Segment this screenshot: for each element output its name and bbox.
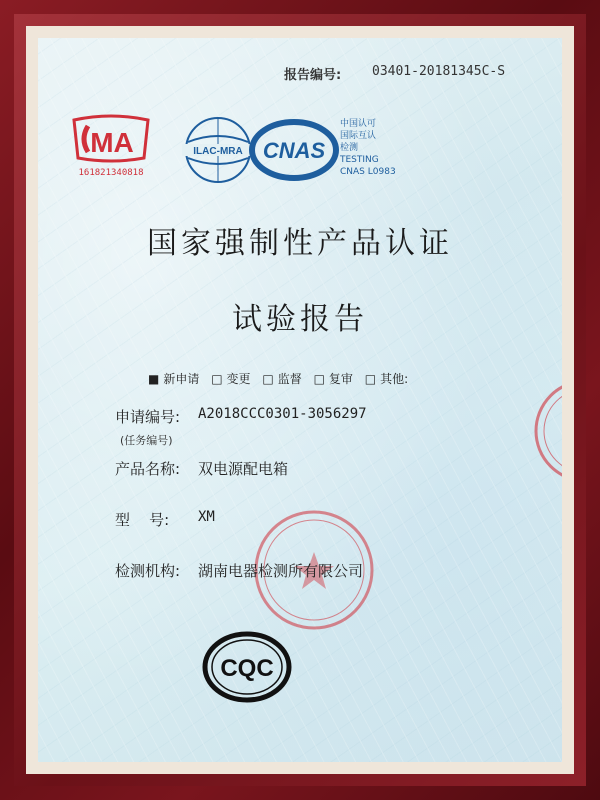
option-review: □ 复审 [313, 372, 353, 386]
model-label: 型 号: [115, 511, 170, 529]
model-value: XM [198, 509, 215, 525]
report-number-label: 报告编号: [284, 68, 342, 83]
cma-letters: MA [90, 127, 134, 158]
cnas-logo [248, 118, 340, 186]
checkbox-empty-icon: □ [262, 372, 274, 386]
option-supervision: □ 监督 [262, 372, 302, 386]
cqc-letters: CQC [220, 655, 274, 682]
testing-lab-value: 湖南电器检测所有限公司 [198, 562, 364, 580]
checkbox-empty-icon: □ [364, 372, 377, 386]
cnas-letters: CNAS [262, 138, 326, 163]
application-type-options [148, 370, 416, 387]
checkbox-empty-icon: □ [313, 372, 325, 386]
cnas-line: TESTING [340, 155, 379, 165]
ilac-mra-logo [180, 112, 256, 192]
option-new: ■ 新申请 [148, 372, 200, 386]
product-name-label: 产品名称: [115, 460, 181, 478]
document-subtitle: 试验报告 [232, 302, 368, 337]
testing-lab-label: 检测机构: [115, 562, 181, 580]
cnas-line: 检测 [340, 143, 359, 153]
application-number-value: A2018CCC0301-3056297 [198, 406, 367, 422]
product-name-value: 双电源配电箱 [198, 460, 289, 478]
checkbox-checked-icon: ■ [148, 372, 160, 386]
cqc-logo [201, 630, 293, 708]
cnas-line: CNAS L0983 [340, 167, 396, 177]
task-number-label: (任务编号) [120, 434, 173, 447]
checkbox-empty-icon: □ [211, 372, 223, 386]
partial-seal-stamp [524, 376, 562, 490]
report-number-value: 03401-20181345C-S [372, 64, 506, 79]
document-title: 国家强制性产品认证 [147, 226, 453, 261]
cnas-line: 国际互认 [340, 131, 377, 141]
cma-number: 161821340818 [78, 168, 144, 178]
ilac-text: ILAC-MRA [193, 146, 243, 157]
option-change: □ 变更 [211, 372, 251, 386]
application-number-label: 申请编号: [115, 408, 181, 426]
option-other: □ 其他: [364, 372, 409, 386]
cma-logo [70, 114, 152, 184]
cnas-line: 中国认可 [340, 119, 377, 129]
certificate-paper [38, 38, 562, 762]
cnas-caption [340, 118, 396, 178]
